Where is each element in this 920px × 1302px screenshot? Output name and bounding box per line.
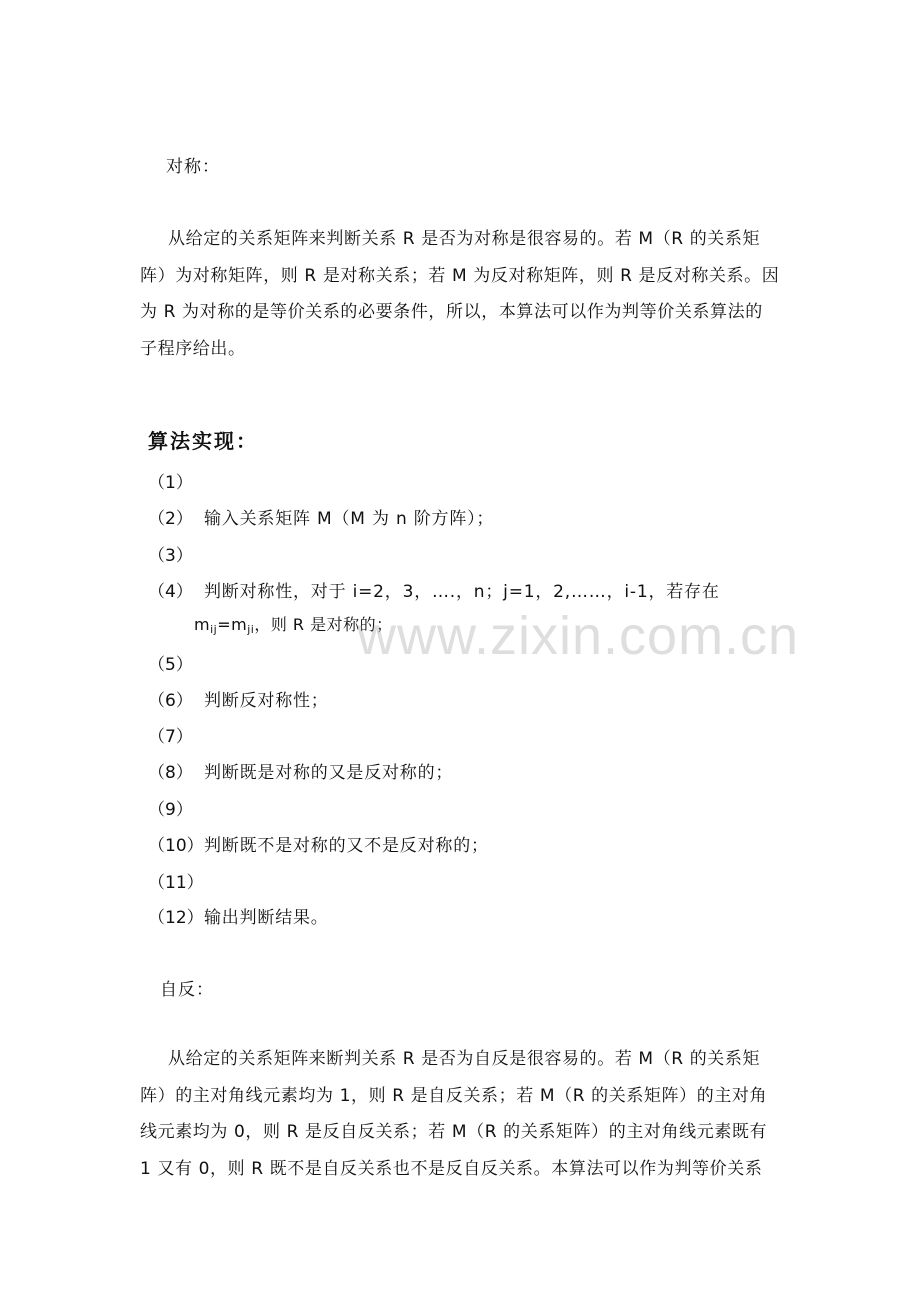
step-number: （4） <box>148 582 193 602</box>
step-text: 输出判断结果。 <box>204 908 329 928</box>
step-9 <box>148 795 204 820</box>
symmetric-paragraph-text: 从给定的关系矩阵来判断关系 R 是否为对称是很容易的。若 M（R 的关系矩阵）为对称矩阵，则 R 是对称关系；若 M 为反对称矩阵，则 R 是反对称关系。因为 R 为对称的是等价关系的必要条件，所以，本算法可以作为判等价关系算法的子程序给出。 <box>140 229 780 359</box>
step-12 <box>148 903 329 928</box>
step-8 <box>148 758 453 783</box>
algorithm-title: 算法实现： <box>148 429 258 453</box>
step-number: （1） <box>148 473 193 493</box>
step-text: 判断对称性，对于 i=2，3，….，n；j=1，2,……，i-1，若存在 <box>204 582 720 602</box>
watermark: www.zixin.com.cn <box>357 606 800 666</box>
step-number: （5） <box>148 655 193 675</box>
step-number: （8） <box>148 763 193 783</box>
step-text: 判断既是对称的又是反对称的； <box>204 763 454 783</box>
step-2 <box>148 504 494 529</box>
continuation-text: ，则 R 是对称的； <box>254 615 393 634</box>
step-number: （10） <box>148 836 204 856</box>
step-11 <box>148 868 204 893</box>
step-7 <box>148 722 204 747</box>
reflexive-heading: 自反： <box>160 980 214 1000</box>
step-1 <box>148 468 204 493</box>
step-text: 判断反对称性； <box>204 691 329 711</box>
step-text: 输入关系矩阵 M（M 为 n 阶方阵）； <box>204 509 495 529</box>
symmetric-paragraph <box>140 221 780 367</box>
reflexive-paragraph <box>140 1041 780 1187</box>
step-number: （12） <box>148 908 204 928</box>
matrix-symbol: m <box>194 615 211 634</box>
step-6 <box>148 686 329 711</box>
step-5 <box>148 650 204 675</box>
step-number: （2） <box>148 509 193 529</box>
step-number: （7） <box>148 727 193 747</box>
reflexive-paragraph-text: 从给定的关系矩阵来断判关系 R 是否为自反是很容易的。若 M（R 的关系矩阵）的主对角线元素均为 1，则 R 是自反关系；若 M（R 的关系矩阵）的主对角线元素均为 0，则 R 是反自反关系；若 M（R 的关系矩阵）的主对角线元素既有 1 又有 0，则 R 既不是自反关系也不是反自反关系。本算法可以作为判等价关系 <box>140 1049 768 1179</box>
step-number: （11） <box>148 873 204 893</box>
step-text: 判断既不是对称的又不是反对称的； <box>204 836 489 856</box>
step-number: （9） <box>148 800 193 820</box>
step-3 <box>148 541 204 566</box>
symmetric-heading: 对称： <box>166 157 220 177</box>
subscript-ji: ji <box>247 623 255 636</box>
step-10 <box>148 831 489 856</box>
step-number: （3） <box>148 546 193 566</box>
step-number: （6） <box>148 691 193 711</box>
equals-m: =m <box>217 615 248 634</box>
subscript-ij: ij <box>210 623 218 636</box>
step-4 <box>148 577 720 602</box>
